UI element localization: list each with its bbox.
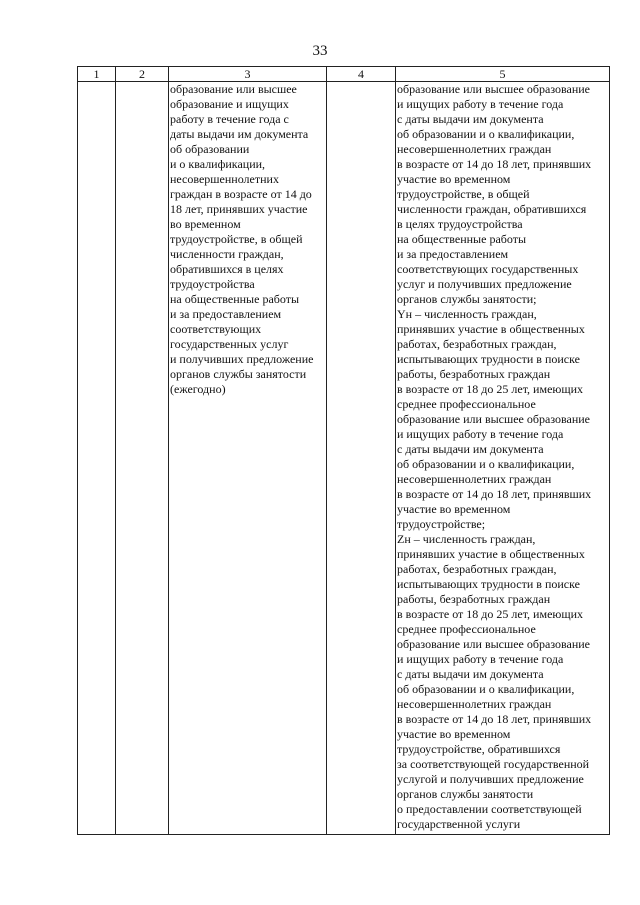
text-line: образование и ищущих	[170, 97, 289, 111]
text-line: даты выдачи им документа	[170, 127, 309, 141]
text-line: среднее профессиональное	[397, 397, 536, 411]
text-line: несовершеннолетних граждан	[397, 142, 552, 156]
text-line: об образовании и о квалификации,	[397, 457, 575, 471]
column-header-1: 1	[78, 67, 116, 82]
text-line: работы, безработных граждан	[397, 367, 551, 381]
text-line: принявших участие в общественных	[397, 322, 585, 336]
document-table	[77, 66, 610, 835]
text-line: и за предоставлением	[170, 307, 282, 321]
text-line: 18 лет, принявших участие	[170, 202, 308, 216]
text-line: об образовании	[170, 142, 250, 156]
text-line: во временном	[170, 217, 241, 231]
text-line: обратившихся в целях	[170, 262, 284, 276]
cell-col3	[169, 82, 327, 835]
text-line: образование или высшее образование	[397, 82, 590, 96]
cell-col4	[327, 82, 396, 835]
text-line: трудоустройстве, обратившихся	[397, 742, 561, 756]
text-line: образование или высшее	[170, 82, 297, 96]
table-row	[78, 82, 610, 835]
text-line: соответствующих государственных	[397, 262, 579, 276]
text-line: испытывающих трудности в поиске	[397, 577, 580, 591]
calculation-method-text	[396, 82, 609, 832]
cell-col5	[396, 82, 610, 835]
text-line: с даты выдачи им документа	[397, 667, 544, 681]
text-line: и получивших предложение	[170, 352, 314, 366]
text-line: о предоставлении соответствующей	[397, 802, 582, 816]
text-line: органов службы занятости	[397, 787, 534, 801]
cell-col2	[116, 82, 169, 835]
text-line: трудоустройстве, в общей	[170, 232, 303, 246]
text-line: и о квалификации,	[170, 157, 266, 171]
text-line: участие во временном	[397, 727, 511, 741]
text-line: граждан в возрасте от 14 до	[170, 187, 312, 201]
column-header-2: 2	[116, 67, 169, 82]
text-line: на общественные работы	[170, 292, 300, 306]
text-line: Zн – численность граждан,	[397, 532, 536, 546]
text-line: работу в течение года с	[170, 112, 289, 126]
text-line: с даты выдачи им документа	[397, 442, 544, 456]
text-line: соответствующих	[170, 322, 262, 336]
text-line: работах, безработных граждан,	[397, 562, 557, 576]
text-line: в возрасте от 14 до 18 лет, принявших	[397, 157, 592, 171]
text-line: работы, безработных граждан	[397, 592, 551, 606]
text-line: органов службы занятости	[170, 367, 307, 381]
text-line: работах, безработных граждан,	[397, 337, 557, 351]
text-line: (ежегодно)	[170, 382, 226, 396]
text-line: в возрасте от 18 до 25 лет, имеющих	[397, 382, 584, 396]
text-line: трудоустройстве;	[397, 517, 486, 531]
text-line: на общественные работы	[397, 232, 527, 246]
text-line: численности граждан,	[170, 247, 284, 261]
text-line: и ищущих работу в течение года	[397, 97, 564, 111]
text-line: участие во временном	[397, 172, 511, 186]
cell-col1	[78, 82, 116, 835]
text-line: в возрасте от 14 до 18 лет, принявших	[397, 487, 592, 501]
text-line: трудоустройстве, в общей	[397, 187, 530, 201]
column-header-3: 3	[169, 67, 327, 82]
text-line: несовершеннолетних	[170, 172, 279, 186]
text-line: трудоустройства	[170, 277, 255, 291]
text-line: государственной услуги	[397, 817, 521, 831]
text-line: принявших участие в общественных	[397, 547, 585, 561]
text-line: в целях трудоустройства	[397, 217, 523, 231]
text-line: органов службы занятости;	[397, 292, 537, 306]
text-line: среднее профессиональное	[397, 622, 536, 636]
text-line: в возрасте от 14 до 18 лет, принявших	[397, 712, 592, 726]
text-line: об образовании и о квалификации,	[397, 127, 575, 141]
column-number-row	[78, 67, 610, 82]
text-line: и за предоставлением	[397, 247, 509, 261]
text-line: испытывающих трудности в поиске	[397, 352, 580, 366]
text-line: за соответствующей государственной	[397, 757, 590, 771]
text-line: образование или высшее образование	[397, 637, 590, 651]
text-line: с даты выдачи им документа	[397, 112, 544, 126]
text-line: услугой и получивших предложение	[397, 772, 584, 786]
text-line: образование или высшее образование	[397, 412, 590, 426]
text-line: несовершеннолетних граждан	[397, 472, 552, 486]
text-line: и ищущих работу в течение года	[397, 652, 564, 666]
text-line: Yн – численность граждан,	[397, 307, 537, 321]
page-number: 33	[312, 43, 328, 59]
text-line: численности граждан, обратившихся	[397, 202, 587, 216]
text-line: услуг и получивших предложение	[397, 277, 572, 291]
indicator-description	[169, 82, 326, 397]
text-line: об образовании и о квалификации,	[397, 682, 575, 696]
text-line: участие во временном	[397, 502, 511, 516]
text-line: и ищущих работу в течение года	[397, 427, 564, 441]
column-header-4: 4	[327, 67, 396, 82]
column-header-5: 5	[396, 67, 610, 82]
text-line: государственных услуг	[170, 337, 289, 351]
text-line: несовершеннолетних граждан	[397, 697, 552, 711]
text-line: в возрасте от 18 до 25 лет, имеющих	[397, 607, 584, 621]
